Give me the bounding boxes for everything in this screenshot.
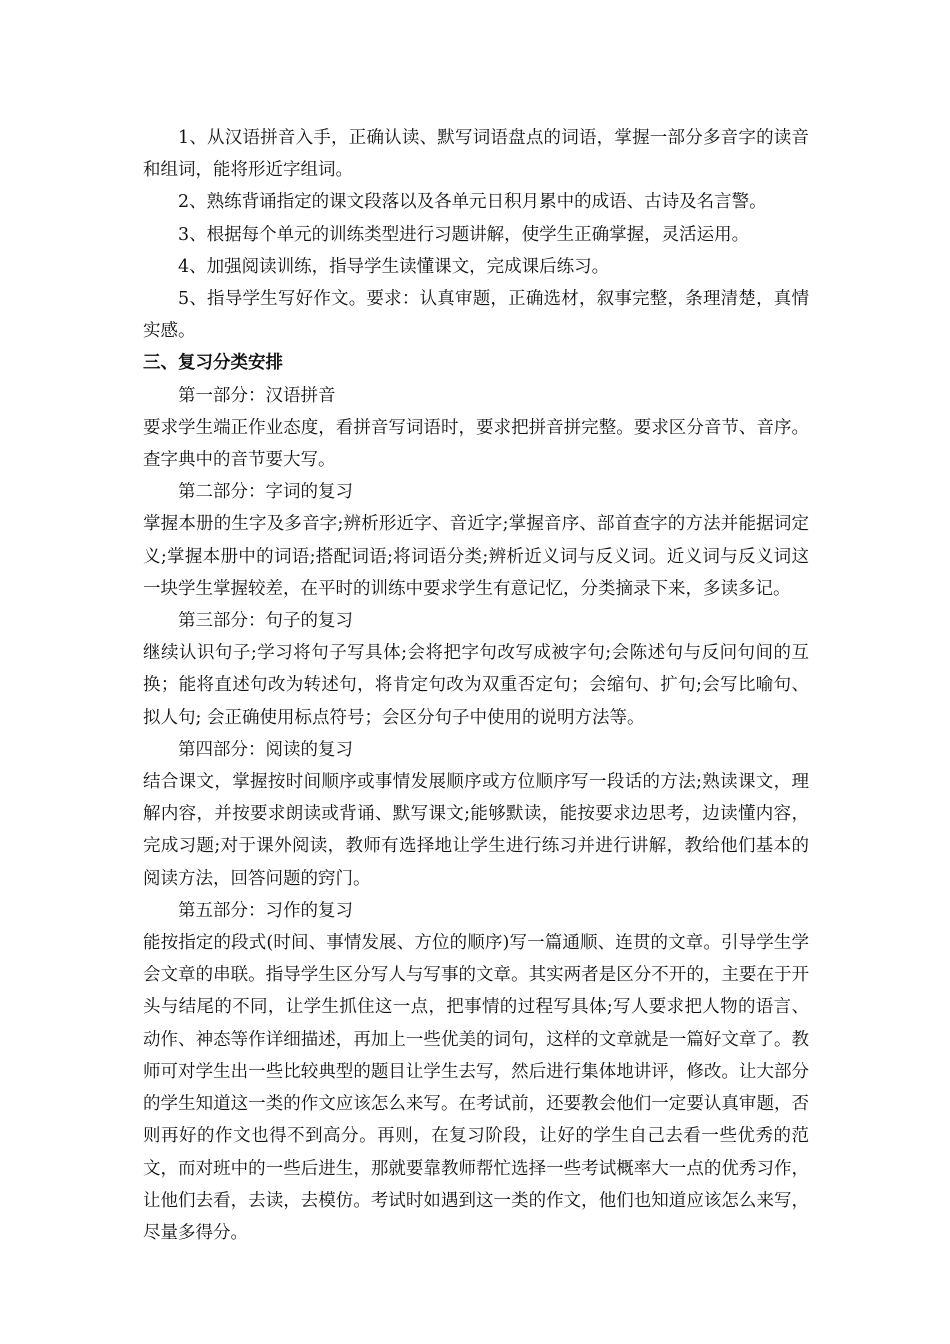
goal-paragraph-1: 1、从汉语拼音入手，正确认读、默写词语盘点的词语，掌握一部分多音字的读音和组词，能将形近字组词。	[143, 128, 809, 181]
goal-paragraph-5: 5、指导学生写好作文。要求：认真审题，正确选材，叙事完整，条理清楚，真情实感。	[143, 289, 809, 342]
part-3-body: 继续认识句子;学习将句子写具体;会将把字句改写成被字句;会陈述句与反问句间的互换；能将直述句改为转述句，将肯定句改为双重否定句；会缩句、扩句;会写比喻句、拟人句; 会正确使用标点符号；会区分句子中使用的说明方法等。	[143, 643, 809, 728]
goal-paragraph-3: 3、根据每个单元的训练类型进行习题讲解，使学生正确掌握，灵活运用。	[178, 224, 750, 245]
goal-paragraph-2: 2、熟练背诵指定的课文段落以及各单元日积月累中的成语、古诗及名言警。	[178, 192, 767, 213]
part-1-body: 要求学生端正作业态度，看拼音写词语时，要求把拼音拼完整。要求区分音节、音序。查字典中的音节要大写。	[143, 417, 809, 471]
part-4-body: 结合课文，掌握按时间顺序或事情发展顺序或方位顺序写一段话的方法;熟读课文，理解内容，并按要求朗读或背诵、默写课文;能够默读，能按要求边思考，边读懂内容，完成习题;对于课外阅读，教师有选择地让学生进行练习并进行讲解，教给他们基本的阅读方法，回答问题的窍门。	[143, 772, 809, 889]
part-5-title: 第五部分：习作的复习	[178, 900, 353, 921]
section-heading: 三、复习分类安排	[143, 353, 283, 374]
part-2-title: 第二部分：字词的复习	[178, 482, 353, 503]
part-3-title: 第三部分：句子的复习	[178, 611, 353, 632]
part-5-body: 能按指定的段式(时间、事情发展、方位的顺序)写一篇通顺、连贯的文章。引导学生学会文章的串联。指导学生区分写人与写事的文章。其实两者是区分不开的，主要在于开头与结尾的不同，让学生抓住这一点，把事情的过程写具体;写人要求把人物的语言、动作、神态等作详细描述，再加上一些优美的词句，这样的文章就是一篇好文章了。教师可对学生出一些比较典型的题目让学生去写，然后进行集体地讲评，修改。让大部分的学生知道这一类的作文应该怎么来写。在考试前，还要教会他们一定要认真审题，否则再好的作文也得不到高分。再则，在复习阶段，让好的学生自己去看一些优秀的范文，而对班中的一些后进生，那就要靠教师帮忙选择一些考试概率大一点的优秀习作，让他们去看，去读，去模仿。考试时如遇到这一类的作文，他们也知道应该怎么来写，尽量多得分。	[143, 933, 809, 1243]
part-1-title: 第一部分：汉语拼音	[178, 385, 336, 406]
document-page	[143, 122, 809, 1249]
goal-paragraph-4: 4、加强阅读训练，指导学生读懂课文，完成课后练习。	[178, 256, 610, 277]
part-2-body: 掌握本册的生字及多音字;辨析形近字、音近字;掌握音序、部首查字的方法并能据词定义;掌握本册中的词语;搭配词语;将词语分类;辨析近义词与反义词。近义词与反义词这一块学生掌握较差，在平时的训练中要求学生有意记忆，分类摘录下来，多读多记。	[143, 514, 809, 599]
part-4-title: 第四部分：阅读的复习	[178, 739, 353, 760]
